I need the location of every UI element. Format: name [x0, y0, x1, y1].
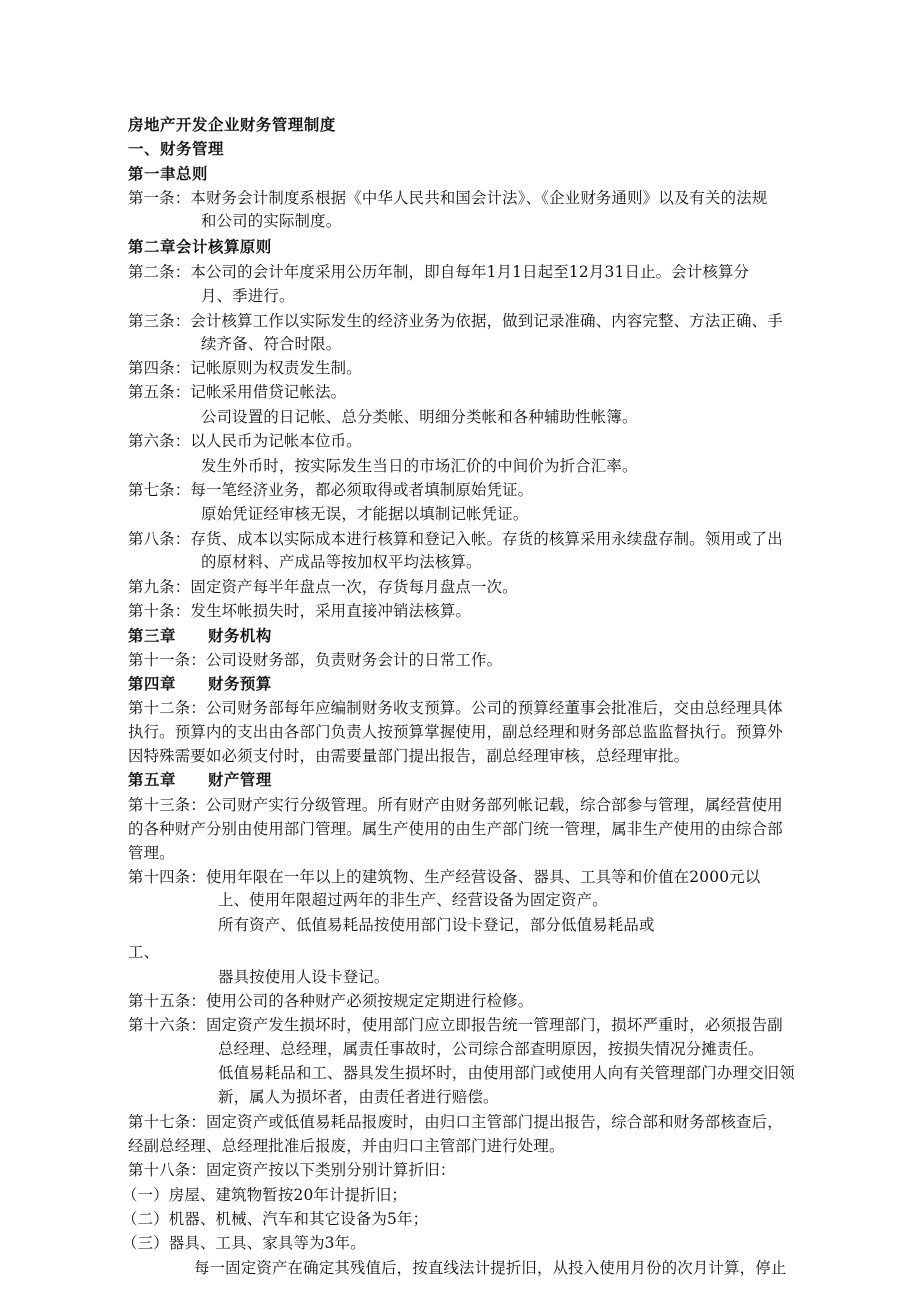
text-line: 上、使用年限超过两年的非生产、经营设备为固定资产。	[218, 891, 608, 909]
text-line: 续齐备、符合时限。	[201, 335, 342, 353]
chapter-heading: 第三章 财务机构	[128, 627, 272, 645]
text-line: 原始凭证经审核无误，才能据以填制记帐凭证。	[201, 505, 529, 523]
text-line: 发生外币时，按实际发生当日的市场汇价的中间价为折合汇率。	[201, 457, 638, 475]
text-line: 第十六条：固定资产发生损坏时，使用部门应立即报告统一管理部门，损坏严重时，必须报告副	[128, 1016, 783, 1034]
text-line: 所有资产、低值易耗品按使用部门设卡登记，部分低值易耗品或	[218, 916, 655, 934]
chapter-heading: 第二章会计核算原则	[128, 238, 272, 256]
text-line: 第十四条：使用年限在一年以上的建筑物、生产经营设备、器具、工具等和价值在2000元以	[128, 868, 761, 886]
text-line: 第九条：固定资产每半年盘点一次，存货每月盘点一次。	[128, 578, 518, 596]
text-line: 月、季进行。	[201, 287, 295, 305]
text-line: （三）器具、工具、家具等为3年。	[122, 1234, 366, 1252]
text-line: 第十条：发生坏帐损失时，采用直接冲销法核算。	[128, 602, 471, 620]
chapter-heading: 第五章 财产管理	[128, 771, 272, 789]
text-line: 因特殊需要如必须支付时，由需要量部门提出报告，副总经理审核，总经理审批。	[128, 747, 690, 765]
text-line: 第四条：记帐原则为权责发生制。	[128, 359, 362, 377]
text-line: 第十二条：公司财务部每年应编制财务收支预算。公司的预算经董事会批准后，交由总经理具体	[128, 699, 783, 717]
text-line: 第十一条：公司设财务部，负责财务会计的日常工作。	[128, 651, 503, 669]
text-line: 第十三条：公司财产实行分级管理。所有财产由财务部列帐记载，综合部参与管理，属经营使用	[128, 796, 783, 814]
text-line: 第十七条：固定资产或低值易耗品报废时，由归口主管部门提出报告，综合部和财务部核查后，	[128, 1113, 783, 1131]
text-line: 新，属人为损坏者，由责任者进行赔偿。	[218, 1088, 499, 1106]
text-line: 管理。	[128, 844, 175, 862]
text-line: 每一固定资产在确定其残值后，按直线法计提折旧，从投入使用月份的次月计算，停止	[194, 1259, 787, 1277]
text-line: 的原材料、产成品等按加权平均法核算。	[201, 553, 482, 571]
text-line: 第六条：以人民币为记帐本位币。	[128, 432, 362, 450]
text-line: 第二条：本公司的会计年度采用公历年制，即自每年1月1日起至12月31日止。会计核算分	[128, 263, 750, 281]
text-line: 总经理、总经理，属责任事故时，公司综合部查明原因，按损失情况分摊责任。	[218, 1040, 764, 1058]
text-line: 低值易耗品和工、器具发生损坏时，由使用部门或使用人向有关管理部门办理交旧领	[218, 1064, 795, 1082]
text-line: 公司设置的日记帐、总分类帐、明细分类帐和各种辅助性帐簿。	[201, 408, 638, 426]
text-line: 第十八条：固定资产按以下类别分别计算折旧：	[128, 1161, 456, 1179]
text-line: 第七条：每一笔经济业务，都必须取得或者填制原始凭证。	[128, 481, 534, 499]
text-line: （二）机器、机械、汽车和其它设备为5年；	[122, 1210, 429, 1228]
text-line: 第十五条：使用公司的各种财产必须按规定定期进行检修。	[128, 992, 534, 1010]
text-line: 经副总经理、总经理批准后报废，并由归口主管部门进行处理。	[128, 1137, 565, 1155]
text-line: 执行。预算内的支出由各部门负责人按预算掌握使用，副总经理和财务部总监监督执行。预算外	[128, 723, 783, 741]
text-line: 的各种财产分别由使用部门管理。属生产使用的由生产部门统一管理，属非生产使用的由综合部	[128, 820, 783, 838]
text-line: 第八条：存货、成本以实际成本进行核算和登记入帐。存货的核算采用永续盘存制。领用或了出	[128, 530, 783, 548]
document-title: 房地产开发企业财务管理制度	[128, 116, 336, 134]
text-line: 第五条：记帐采用借贷记帐法。	[128, 383, 347, 401]
text-line: 器具按使用人设卡登记。	[218, 968, 390, 986]
text-line: 和公司的实际制度。	[201, 212, 342, 230]
chapter-heading: 第四章 财务预算	[128, 675, 272, 693]
text-line: （一）房屋、建筑物暂按20年计提折旧；	[122, 1186, 408, 1204]
text-line: 第一条：本财务会计制度系根据《中华人民共和国会计法》、《企业财务通则》以及有关的法规	[128, 189, 768, 207]
section-heading: 一、财务管理	[128, 140, 224, 158]
chapter-heading: 第一聿总则	[128, 165, 208, 183]
text-line: 第三条：会计核算工作以实际发生的经济业务为依据，做到记录准确、内容完整、方法正确、手	[128, 312, 783, 330]
text-line: 工、	[128, 943, 160, 961]
